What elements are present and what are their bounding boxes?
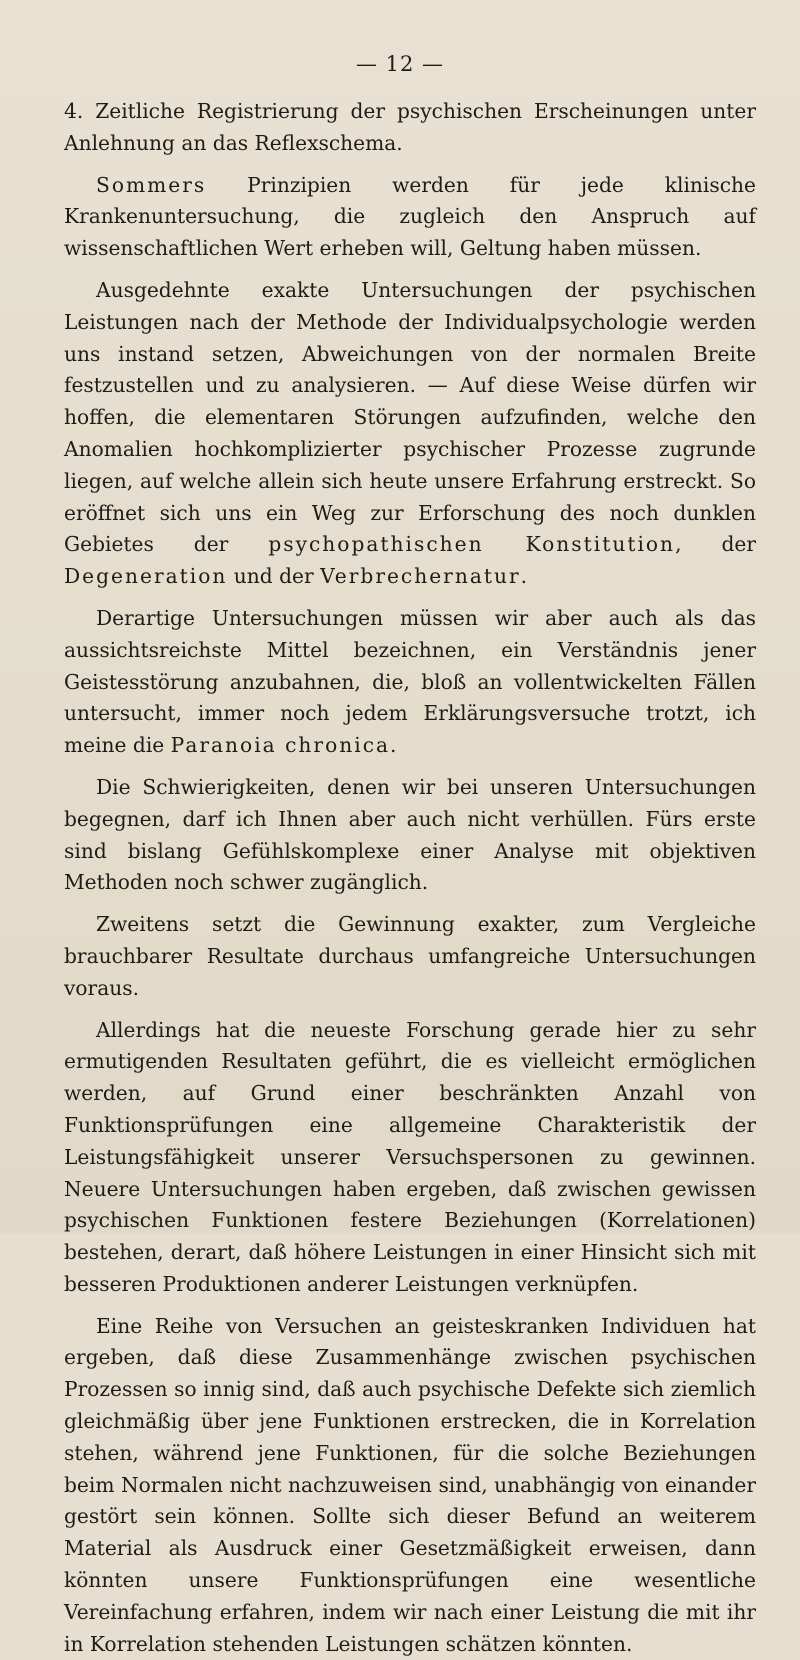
- paragraph: [64, 603, 756, 762]
- paragraph-text: Prinzipien werden für jede klinische Krankenuntersuchung, die zugleich den Anspruch auf wissenschaftlichen Wert erheben will, Geltung haben müssen.: [64, 172, 756, 261]
- paragraph-text: und der: [227, 564, 321, 589]
- paragraph: Zweitens setzt die Gewinnung exakter, zum Vergleiche brauchbarer Resultate durchaus umfangreiche Untersuchungen voraus.: [64, 912, 756, 1000]
- body-text: [64, 96, 756, 1660]
- paragraph-text: .: [390, 733, 397, 758]
- paragraph: [64, 170, 756, 265]
- paragraph-text: Derartige Untersuchungen müssen wir aber auch als das aussichtsreichste Mittel bezeichnen, ein Verständnis jener Geistesstörung anzubahnen, die, bloß an vollentwickelten Fällen untersucht, immer noch jedem Erklärungsversuche trotzt, ich meine die: [64, 605, 756, 758]
- paragraph: Allerdings hat die neueste Forschung gerade hier zu sehr ermutigenden Resultaten geführt, die es vielleicht ermöglichen werden, auf Grund einer beschränkten Anzahl von Funktionsprüfungen eine allgemeine Charakteristik der Leistungsfähigkeit unserer Versuchspersonen zu gewinnen. Neuere Untersuchungen haben ergeben, daß zwischen gewissen psychischen Funktionen festere Beziehungen (Korrelationen) bestehen, derart, daß höhere Leistungen in einer Hinsicht sich mit besseren Produktionen anderer Leistungen verknüpfen.: [64, 1017, 756, 1296]
- paragraph: Die Schwierigkeiten, denen wir bei unseren Untersuchungen begegnen, darf ich Ihnen aber auch nicht verhüllen. Fürs erste sind bislang Gefühlskomplexe einer Analyse mit objektiven Methoden noch schwer zugänglich.: [64, 774, 756, 895]
- paragraph-text: .: [520, 564, 528, 589]
- paragraph-text: , der: [675, 532, 756, 557]
- emphasized-term: Degeneration: [64, 564, 228, 589]
- paragraph-text: Ausgedehnte exakte Untersuchungen der psychischen Leistungen nach der Methode der Individualpsychologie werden uns instand setzen, Abweichungen von der normalen Breite festzustellen und zu analysieren. — Auf diese Weise dürfen wir hoffen, die elementaren Störungen aufzufinden, welche den Anomalien hochkomplizierter psychischer Prozesse zugrunde liegen, auf welche allein sich heute unsere Erfahrung erstreckt. So eröffnet sich uns ein Weg zur Erforschung des noch dunklen Gebietes der: [64, 277, 756, 557]
- page-number: — 12 —: [355, 52, 445, 76]
- emphasized-term: Verbrechernatur: [320, 564, 521, 589]
- emphasized-term: psychopathischen Konstitution: [268, 532, 676, 557]
- paragraph: Eine Reihe von Versuchen an geisteskranken Individuen hat ergeben, daß diese Zusammenhänge zwischen psychischen Prozessen so innig sind, daß auch psychische Defekte sich ziemlich gleichmäßig über jene Funktionen erstrecken, die in Korrelation stehen, während jene Funktionen, für die solche Beziehungen beim Normalen nicht nachzuweisen sind, unabhängig von einander gestört sein können. Sollte sich dieser Befund an weiterem Material als Ausdruck einer Gesetzmäßigkeit erweisen, dann könnten unsere Funktionsprüfungen eine wesentliche Vereinfachung erfahren, indem wir nach einer Leistung die mit ihr in Korrelation stehenden Leistungen schätzen könnten.: [64, 1313, 756, 1656]
- section-heading: 4. Zeitliche Registrierung der psychischen Erscheinungen unter Anlehnung an das Reflexschema.: [64, 99, 756, 155]
- paragraph: [64, 275, 756, 593]
- emphasized-term: Paranoia chronica: [170, 733, 391, 758]
- emphasized-name: Sommers: [96, 172, 207, 197]
